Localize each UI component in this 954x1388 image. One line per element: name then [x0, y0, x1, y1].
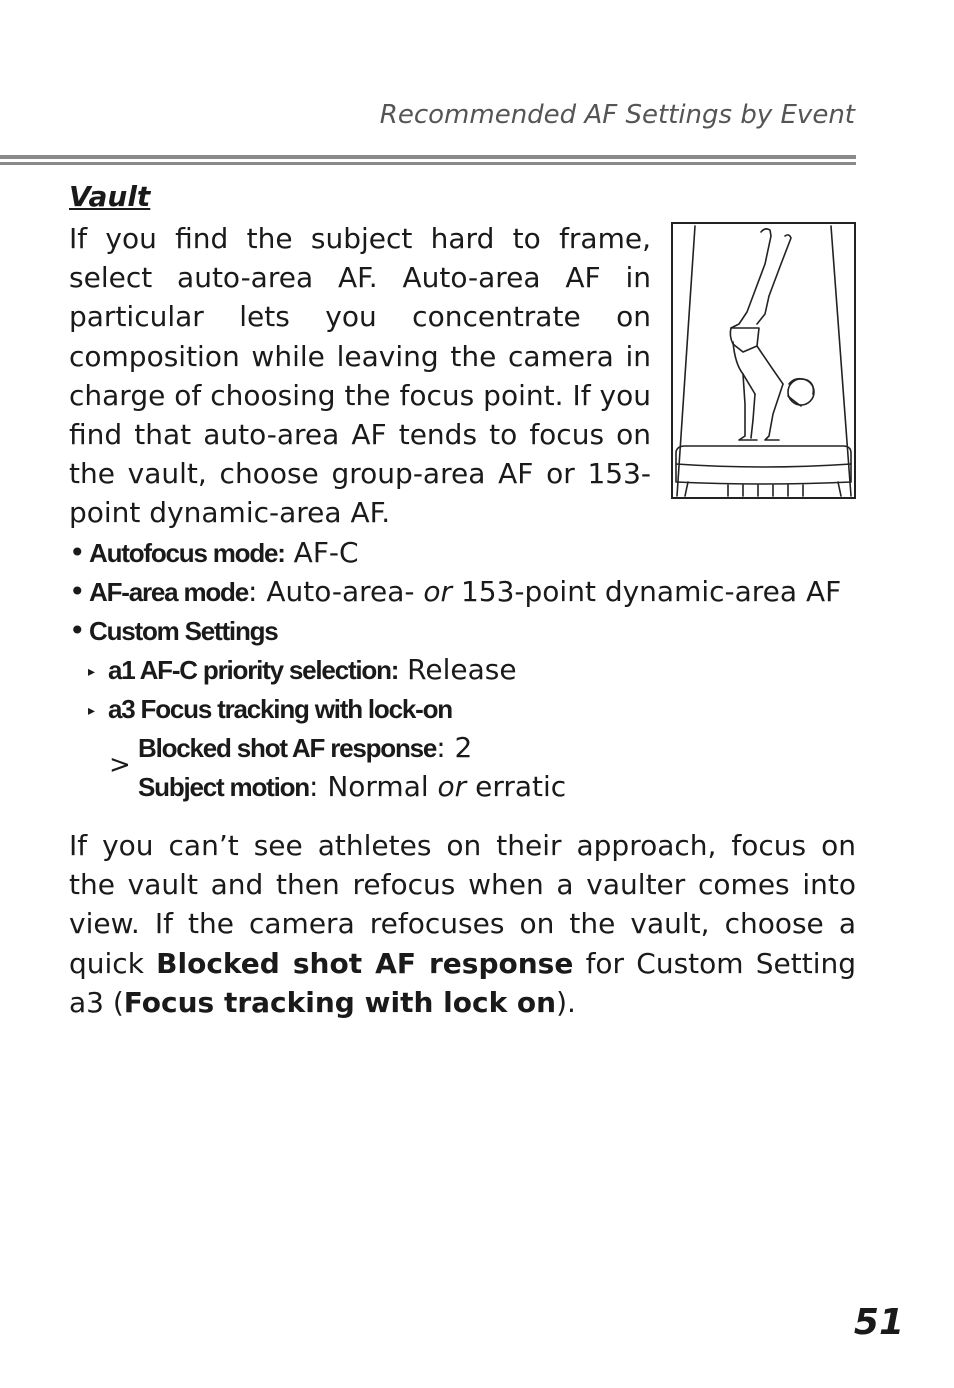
outro-text: ).: [556, 985, 576, 1019]
bullet: •: [69, 536, 86, 569]
triangle-bullet-icon: ▸: [88, 703, 96, 719]
list-item: [69, 728, 841, 767]
list-item: [69, 572, 841, 611]
section-title: Vault: [69, 180, 151, 213]
or-word: or: [437, 770, 467, 803]
page-number: 51: [853, 1302, 904, 1343]
or-word: or: [423, 575, 453, 608]
custom-settings-label: Custom Settings: [89, 616, 278, 646]
subject-motion-value-alt: erratic: [475, 770, 567, 803]
intro-paragraph: If you find the subject hard to frame, select auto-area AF. Auto-area AF in particular lets you concentrate on composition while leaving the camera in charge of choosing the focus point. If you find that auto-area AF tends to focus on the vault, choose group-area AF or 153-point dynamic-area AF.: [69, 222, 651, 530]
triangle-bullet-icon: ▸: [88, 664, 96, 680]
a1-value: Release: [407, 653, 517, 686]
a1-label: a1 AF-C priority selection:: [108, 655, 399, 685]
outro-text: for Custom Setting a3 (: [69, 946, 857, 1019]
settings-list: [69, 533, 841, 806]
header-rule: [0, 162, 856, 165]
af-area-mode-value-alt: 153-point dynamic-area AF: [460, 575, 842, 608]
focus-tracking-emphasis: Focus tracking with lock on: [123, 985, 557, 1019]
blocked-shot-value: : 2: [436, 731, 473, 764]
a3-sub-settings: [69, 728, 841, 806]
header-rule: [0, 155, 856, 159]
list-item: [69, 689, 841, 728]
outro-text: If you can’t see athletes on their approach, focus on the vault and then refocus when a vaulter comes into view. If the camera refocuses on the vault, choose a quick: [69, 829, 856, 980]
gymnast-vault-illustration: [671, 222, 856, 499]
list-item: [69, 533, 841, 572]
gymnast-vault-drawing: [673, 224, 854, 497]
bullet: •: [69, 614, 86, 647]
autofocus-mode-value: AF-C: [293, 536, 359, 569]
list-item: [69, 767, 841, 806]
af-area-mode-label: AF-area mode: [89, 577, 248, 607]
af-area-mode-value: : Auto-area-: [247, 575, 415, 608]
list-item: [69, 611, 841, 650]
a3-label: a3 Focus tracking with lock-on: [108, 694, 452, 724]
running-header: Recommended AF Settings by Event: [379, 100, 855, 130]
greater-than-icon: >: [109, 750, 131, 780]
bullet: •: [69, 575, 86, 608]
blocked-shot-label: Blocked shot AF response: [138, 733, 437, 763]
autofocus-mode-label: Autofocus mode:: [89, 538, 285, 568]
list-item: [69, 650, 841, 689]
outro-paragraph: [69, 826, 856, 1022]
subject-motion-label: Subject motion: [138, 772, 309, 802]
blocked-shot-emphasis: Blocked shot AF response: [156, 946, 574, 980]
subject-motion-value: : Normal: [308, 770, 429, 803]
